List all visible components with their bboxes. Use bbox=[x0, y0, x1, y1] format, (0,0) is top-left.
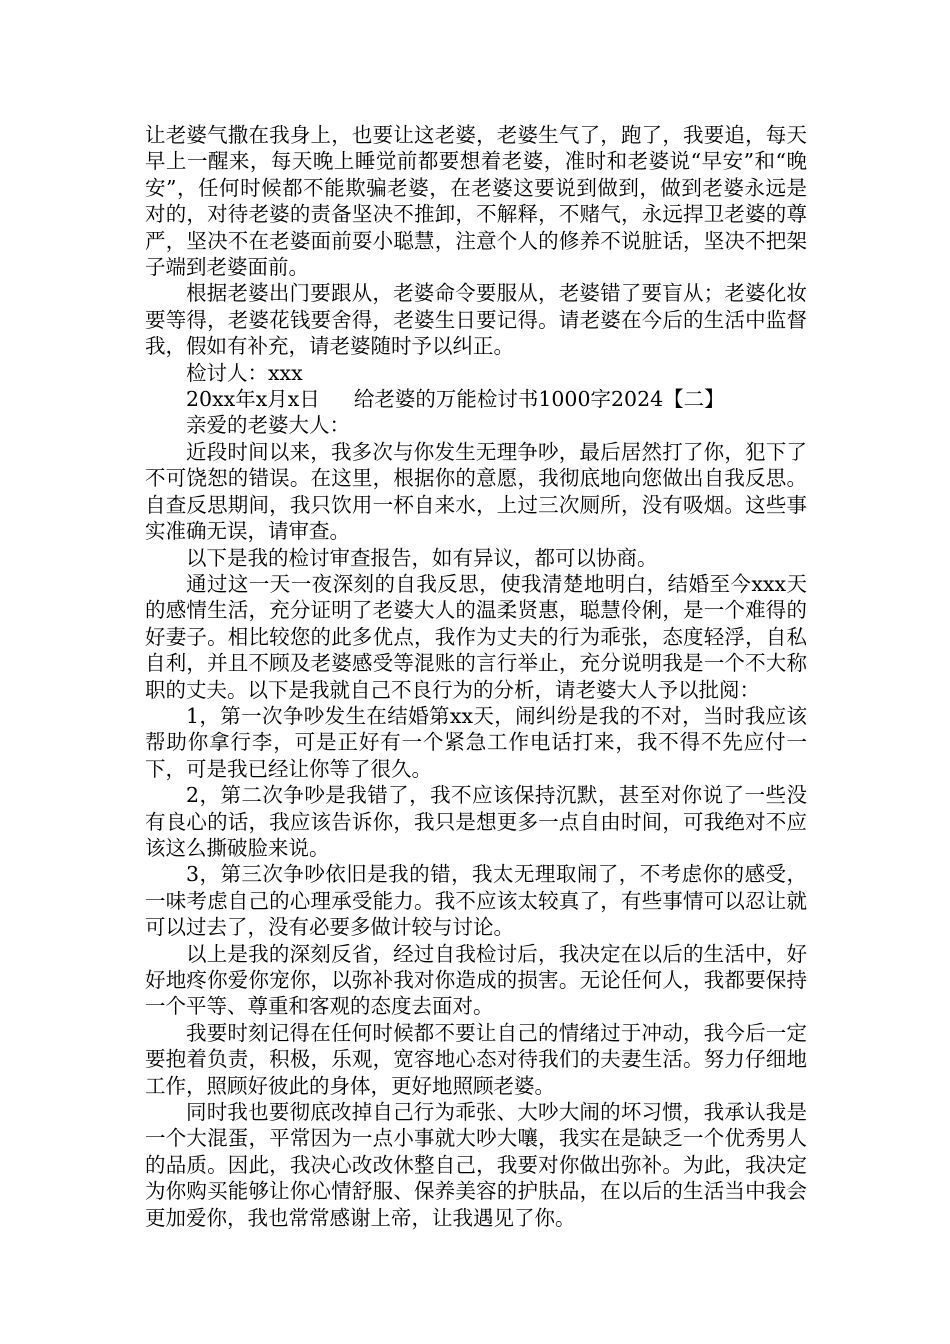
paragraph: 通过这一天一夜深刻的自我反思，使我清楚地明白，结婚至今xxx天的感情生活，充分证明了老婆大人的温柔贤惠，聪慧伶俐，是一个难得的好妻子。相比较您的此多优点，我作为丈夫的行为乖张，态度轻浮，自私自利，并且不顾及老婆感受等混账的言行举止，充分说明我是一个不大称职的丈夫。以下是我就自己不良行为的分析，请老婆大人予以批阅： bbox=[145, 571, 807, 702]
list-item: 2，第二次争吵是我错了，我不应该保持沉默，甚至对你说了一些没有良心的话，我应该告诉你，我只是想更多一点自由时间，可我绝对不应该这么撕破脸来说。 bbox=[145, 783, 807, 860]
document-page bbox=[145, 122, 807, 1231]
paragraph: 根据老婆出门要跟从，老婆命令要服从，老婆错了要盲从；老婆化妆要等得，老婆花钱要舍得，老婆生日要记得。请老婆在今后的生活中监督我，假如有补充，请老婆随时予以纠正。 bbox=[145, 281, 807, 359]
paragraph: 近段时间以来，我多次与你发生无理争吵，最后居然打了你，犯下了不可饶恕的错误。在这里，根据你的意愿，我彻底地向您做出自我反思。自查反思期间，我只饮用一杯自来水，上过三次厕所，没有吸烟。这些事实准确无误，请审查。 bbox=[145, 439, 807, 544]
section-heading: 给老婆的万能检讨书1000字2024【二】 bbox=[353, 387, 725, 412]
paragraph: 同时我也要彻底改掉自己行为乖张、大吵大闹的坏习惯，我承认我是一个大混蛋，平常因为一点小事就大吵大嚷，我实在是缺乏一个优秀男人的品质。因此，我决心改改休整自己，我要对你做出弥补。为此，我决定为你购买能够让你心情舒服、保养美容的护肤品，在以后的生活当中我会更加爱你，我也常常感谢上帝，让我遇见了你。 bbox=[145, 1100, 807, 1230]
salutation: 亲爱的老婆大人： bbox=[186, 413, 350, 438]
paragraph: 以上是我的深刻反省，经过自我检讨后，我决定在以后的生活中，好好地疼你爱你宠你，以弥补我对你造成的损害。无论任何人，我都要保持一个平等、尊重和客观的态度去面对。 bbox=[145, 941, 807, 1019]
list-item: 1，第一次争吵发生在结婚第xx天，闹纠纷是我的不对，当时我应该帮助你拿行李，可是正好有一个紧急工作电话打来，我不得不先应付一下，可是我已经让你等了很久。 bbox=[145, 703, 807, 781]
list-item: 3，第三次争吵依旧是我的错，我太无理取闹了，不考虑你的感受，一味考虑自己的心理承受能力。我不应该太较真了，有些事情可以忍让就可以过去了，没有必要多做计较与讨论。 bbox=[145, 862, 807, 940]
date-text: 20xx年x月x日 bbox=[186, 387, 320, 412]
date-heading-line bbox=[145, 386, 807, 412]
paragraph: 让老婆气撒在我身上，也要让这老婆，老婆生气了，跑了，我要追，每天早上一醒来，每天晚上睡觉前都要想着老婆，准时和老婆说“早安”和“晚安”，任何时候都不能欺骗老婆，在老婆这要说到做到，做到老婆永远是对的，对待老婆的责备坚决不推卸，不解释，不赌气，永远捍卫老婆的尊严，坚决不在老婆面前耍小聪慧，注意个人的修养不说脏话，坚决不把架子端到老婆面前。 bbox=[145, 123, 807, 280]
signature-line: 检讨人：xxx bbox=[186, 360, 303, 385]
paragraph: 我要时刻记得在任何时候都不要让自己的情绪过于冲动，我今后一定要抱着负责，积极，乐观，宽容地心态对待我们的夫妻生活。努力仔细地工作，照顾好彼此的身体，更好地照顾老婆。 bbox=[145, 1020, 807, 1098]
paragraph: 以下是我的检讨审查报告，如有异议，都可以协商。 bbox=[186, 545, 658, 570]
